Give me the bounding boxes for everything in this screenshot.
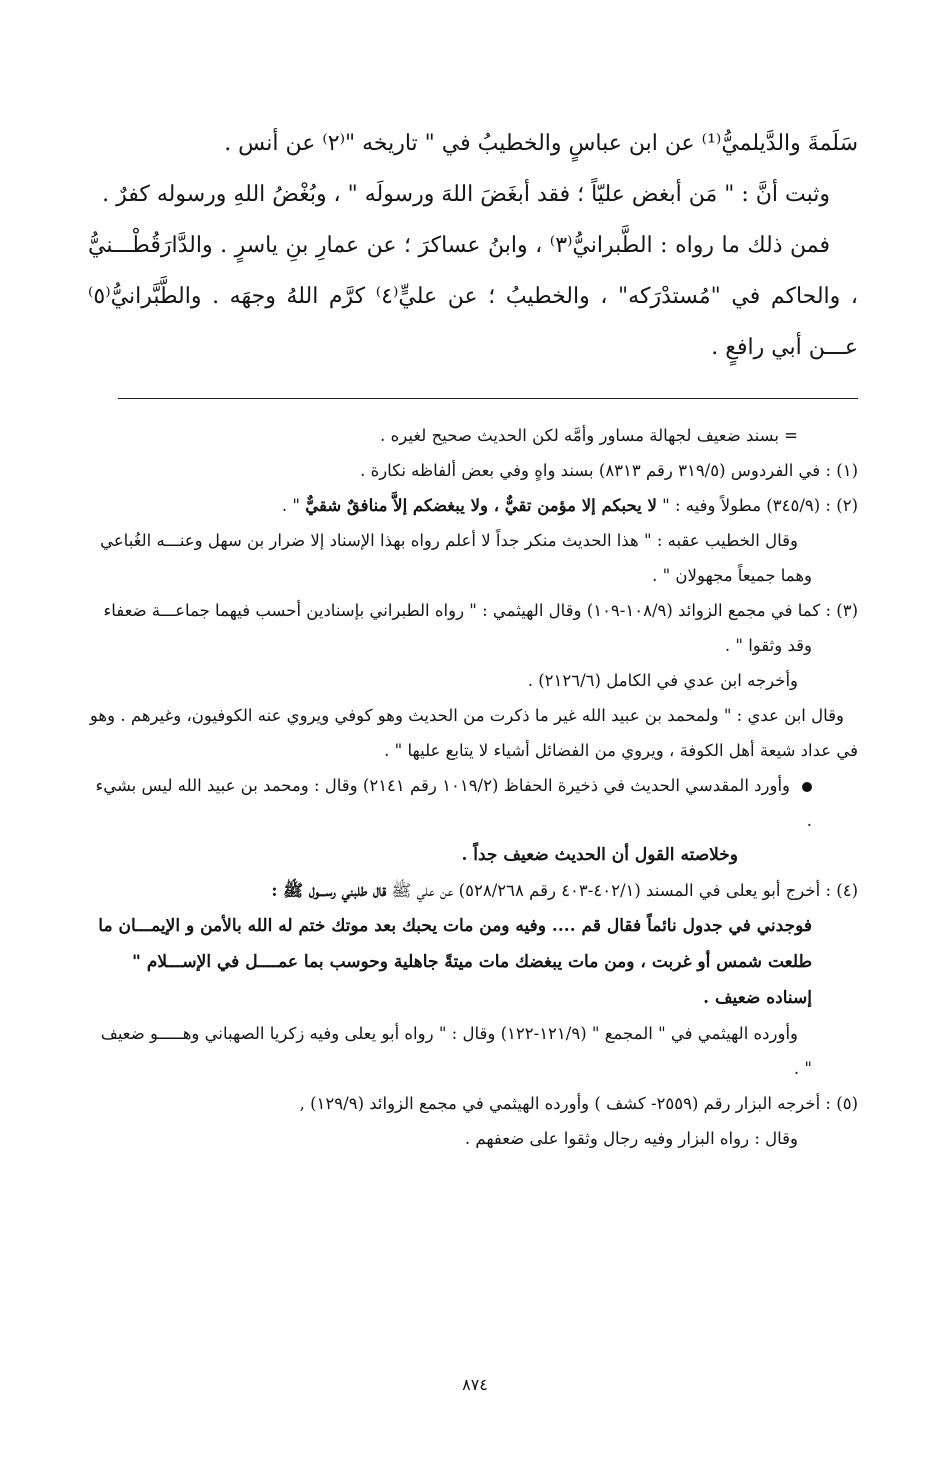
footnote-5-commentary: وقال : رواه البزار وفيه رجال وثقوا على ضعفهم . [464,1129,798,1148]
footnote-5: (٥) : أخرجه البزار رقم (٢٥٥٩- كشف ) وأورده الهيثمي في مجمع الزوائد (١٢٩/٩) , [299,1094,858,1113]
footnote-3-bullet-text: وأورد المقدسي الحديث في ذخيرة الحفاظ (١٠١٩/٢ رقم ٢١٤١) وقال : ومحمد بن عبيد الله ليس بشيء . [95,776,812,830]
footnote-3-ibn-adi: وأخرجه ابن عدي في الكامل (٢١٢٦/٦) . [527,671,798,690]
footnote-4-quote: فوجدني في جدول نائماً فقال قم .... وفيه ومن مات يحبك بعد موتك ختم له الله بالأمن و الإيمـــان ما طلعت شمس أو غربت ، ومن مات يبغضك مات ميتةً جاهلية وحوسب بما عمــــل في الإســـلام " إسناده ضعيف . [98,916,812,1008]
main-line-3: فمن ذلك ما رواه : الطَّبرانيُّ⁽٣⁾ ، وابنُ عساكرَ ؛ عن عمارِ بنِ ياسرٍ . والدَّارَقُطْـــنيُّ ، والحاكم في "مُستدْرَكه" ، والخطيبُ ؛ عن عليٍّ⁽٤⁾ كرَّم اللهُ وجهَه . والطَّبَّرانيُّ⁽٥⁾ عـــن أبي رافعٍ . [88,233,858,360]
page-number: ٨٧٤ [462,1375,488,1394]
main-line-2: وثبت أنَّ : " مَن أبغض عليّاً ؛ فقد أبغَضَ اللهَ ورسولَه " ، وبُغْضُ اللهِ ورسوله كفرٌ . [102,182,830,207]
footnote-2-quote: لا يحبكم إلا مؤمن تقيٌّ ، ولا يبغضكم إلاَّ منافقٌ شقيٌّ [305,496,657,515]
footnote-4 [88,873,858,908]
footnote-3-ibn-adi-quote: وقال ابن عدي : " ولمحمد بن عبيد الله غير ما ذكرت من الحديث وهو كوفي ويروي عنه الكوفيون، وغيرهم . وهو في عداد شيعة أهل الكوفة ، ويروي من الفضائل أشياء لا يتابع عليها " . [89,706,858,760]
footnote-2-commentary: وقال الخطيب عقبه : " هذا الحديث منكر جداً لا أعلم رواه بهذا الإسناد إلا ضرار بن سهل وعنـــه الغُباعي وهما جميعاً مجهولان " . [100,531,812,585]
footnotes [88,418,858,1156]
footnote-4-intro: (٤) : أخرج أبو يعلى في المسند (٤٠٢/١-٤٠٣ رقم ٥٢٨/٢٦٨) عن علي ﷺ [386,881,858,900]
footnote-continuation: = بسند ضعيف لجهالة مساور وأمَّه لكن الحديث صحيح لغيره . [380,426,798,445]
footnote-4-commentary: وأورده الهيثمي في " المجمع " (١٢١/٩-١٢٢) وقال : " رواه أبو يعلى وفيه زكريا الصهباني وهـــــو ضعيف " . [100,1024,812,1078]
bullet-icon [802,782,812,792]
footnote-divider [118,398,858,399]
footnote-3: (٣) : كما في مجمع الزوائد (١٠٨/٩-١٠٩) وقال الهيثمي : " رواه الطبراني بإسنادين أحسب فيهما جماعـــة ضعفاء وقد وثقوا " . [103,601,858,655]
footnote-2 [88,488,858,523]
footnote-4-quote-start: قال طلبني رســـول ﷺ : [271,881,387,900]
main-text [88,118,858,373]
footnote-3-bullet [88,768,858,838]
main-line-1: سَلَمةَ والدَّيلميُّ⁽¹⁾ عن ابن عباسٍ والخطيبُ في " تاريخه "⁽٢⁾ عن أنس . [224,131,858,156]
footnote-2-end: " . [281,496,306,515]
footnote-1: (١) : في الفردوس (٣١٩/٥ رقم ٨٣١٣) بسند واهٍ وفي بعض ألفاظه نكارة . [360,461,858,480]
footnote-3-conclusion: وخلاصته القول أن الحديث ضعيف جداً . [461,845,738,865]
footnote-2-intro: (٢) : (٣٤٥/٩) مطولاً وفيه : " [656,496,858,515]
